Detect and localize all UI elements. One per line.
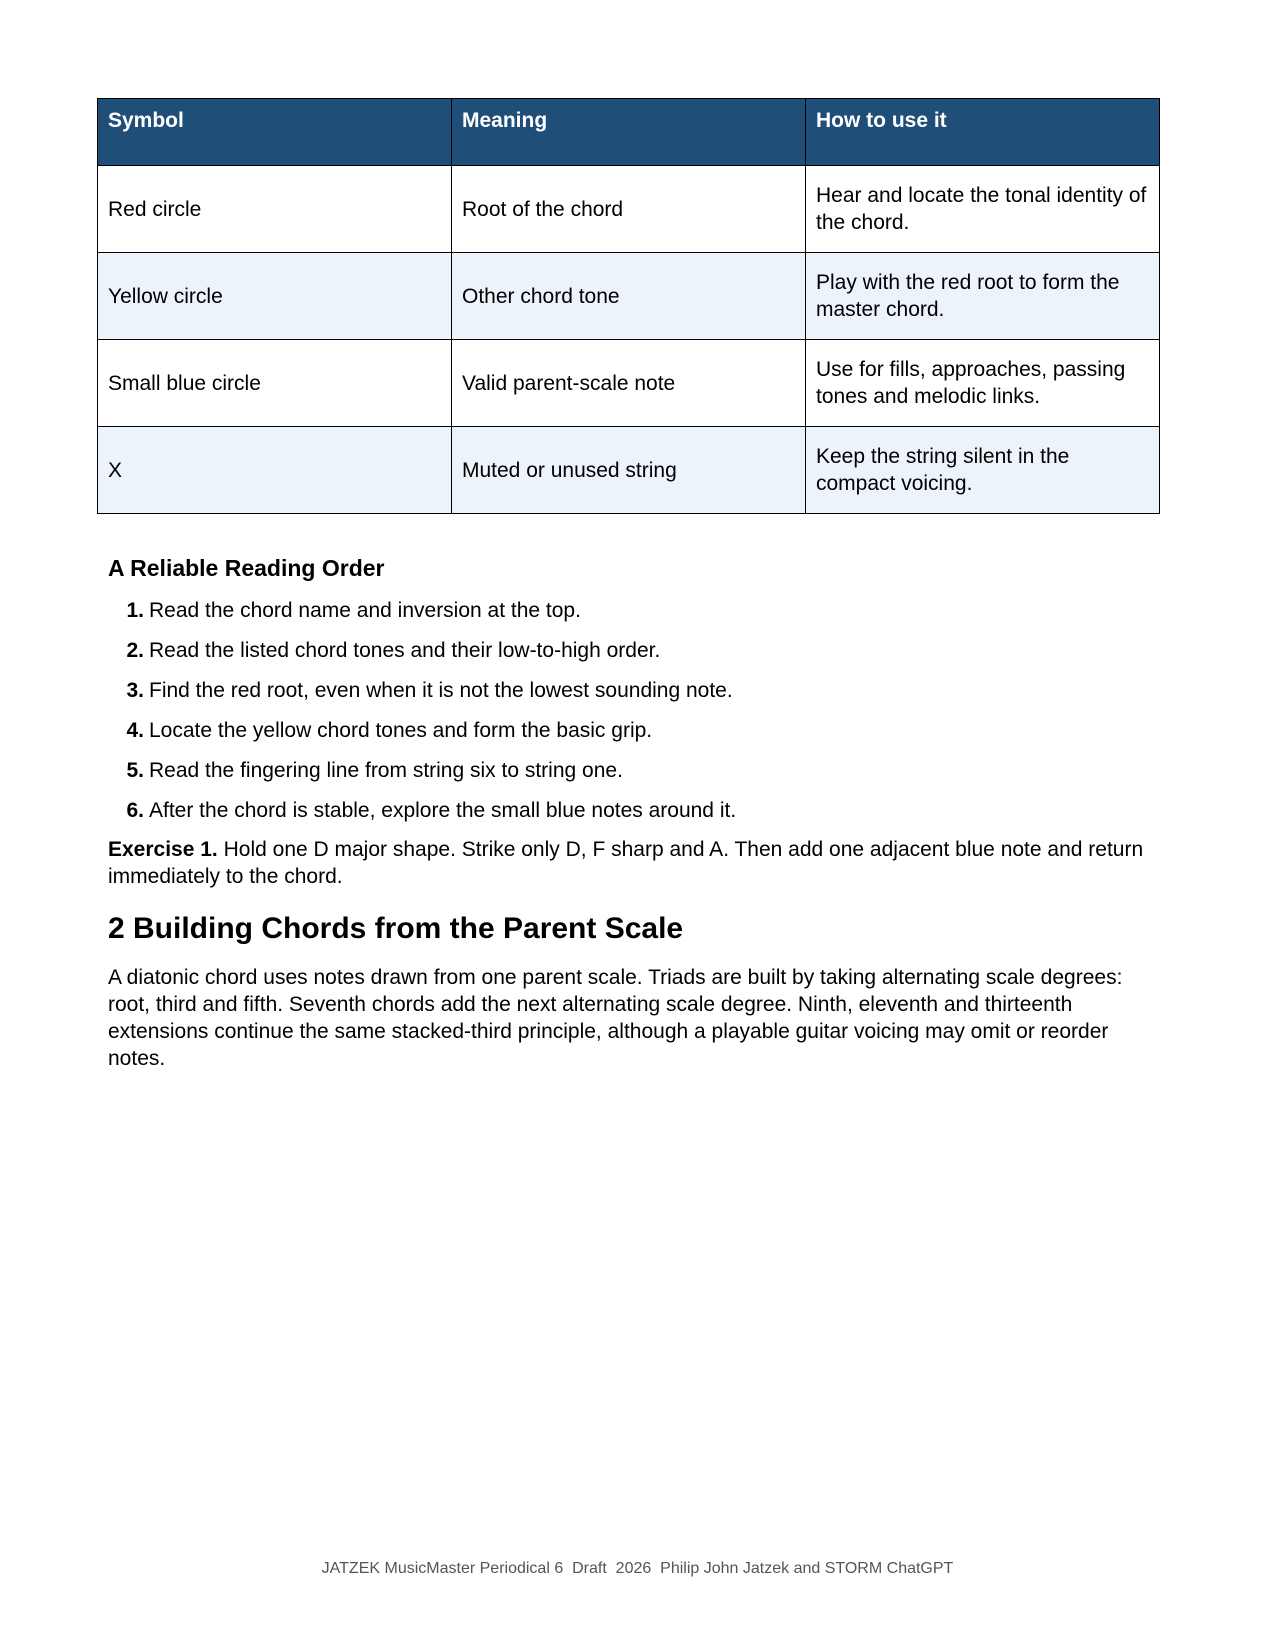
table-cell-symbol: X: [98, 427, 452, 514]
table-cell-usage: Play with the red root to form the master chord.: [806, 253, 1160, 340]
table-cell-usage: Use for fills, approaches, passing tones and melodic links.: [806, 340, 1160, 427]
table-row: [98, 340, 1160, 427]
table-cell-symbol: Red circle: [98, 166, 452, 253]
table-header-row: [98, 99, 1160, 166]
step-number: 4.: [126, 719, 144, 742]
step-number: 3.: [126, 679, 144, 702]
table-cell-meaning: Valid parent-scale note: [452, 340, 806, 427]
table-cell-meaning: Root of the chord: [452, 166, 806, 253]
reading-order-heading: A Reliable Reading Order: [108, 555, 385, 581]
exercise-text: Hold one D major shape. Strike only D, F sharp and A. Then add one adjacent blue note and return immediately to the chord.: [108, 838, 1144, 888]
column-header-meaning: Meaning: [452, 99, 806, 166]
table-row: [98, 253, 1160, 340]
list-item: [108, 677, 736, 717]
table-cell-symbol: Small blue circle: [98, 340, 452, 427]
reading-order-list: [108, 597, 736, 837]
table-cell-meaning: Other chord tone: [452, 253, 806, 340]
step-text: Locate the yellow chord tones and form the basic grip.: [149, 719, 653, 742]
list-item: [108, 717, 736, 757]
step-text: After the chord is stable, explore the small blue notes around it.: [149, 799, 737, 822]
exercise-paragraph: [108, 836, 1158, 890]
table-cell-usage: Keep the string silent in the compact voicing.: [806, 427, 1160, 514]
column-header-symbol: Symbol: [98, 99, 452, 166]
page-footer: JATZEK MusicMaster Periodical 6 Draft 2026 Philip John Jatzek and STORM ChatGPT: [321, 1560, 954, 1577]
table-row: [98, 166, 1160, 253]
list-item: [108, 757, 736, 797]
step-number: 2.: [126, 639, 144, 662]
step-text: Read the fingering line from string six to string one.: [149, 759, 623, 782]
symbol-legend-table: [97, 98, 1160, 514]
step-text: Find the red root, even when it is not the lowest sounding note.: [149, 679, 733, 702]
step-number: 1.: [126, 599, 144, 622]
exercise-label: Exercise 1.: [108, 838, 218, 861]
table-cell-symbol: Yellow circle: [98, 253, 452, 340]
table-cell-usage: Hear and locate the tonal identity of the chord.: [806, 166, 1160, 253]
list-item: [108, 797, 736, 837]
list-item: [108, 597, 736, 637]
step-text: Read the listed chord tones and their low-to-high order.: [149, 639, 661, 662]
step-text: Read the chord name and inversion at the top.: [149, 599, 581, 622]
step-number: 6.: [126, 799, 144, 822]
list-item: [108, 637, 736, 677]
column-header-how-to-use: How to use it: [806, 99, 1160, 166]
chapter-heading: 2 Building Chords from the Parent Scale: [108, 912, 684, 945]
table-cell-meaning: Muted or unused string: [452, 427, 806, 514]
chapter-paragraph: A diatonic chord uses notes drawn from one parent scale. Triads are built by taking alternating scale degrees: root, third and fifth. Seventh chords add the next alternating scale degree. Ninth, eleventh and thirteenth extensions continue the same stacked-third principle, although a playable guitar voicing may omit or reorder notes.: [108, 966, 1123, 1070]
step-number: 5.: [126, 759, 144, 782]
table-row: [98, 427, 1160, 514]
